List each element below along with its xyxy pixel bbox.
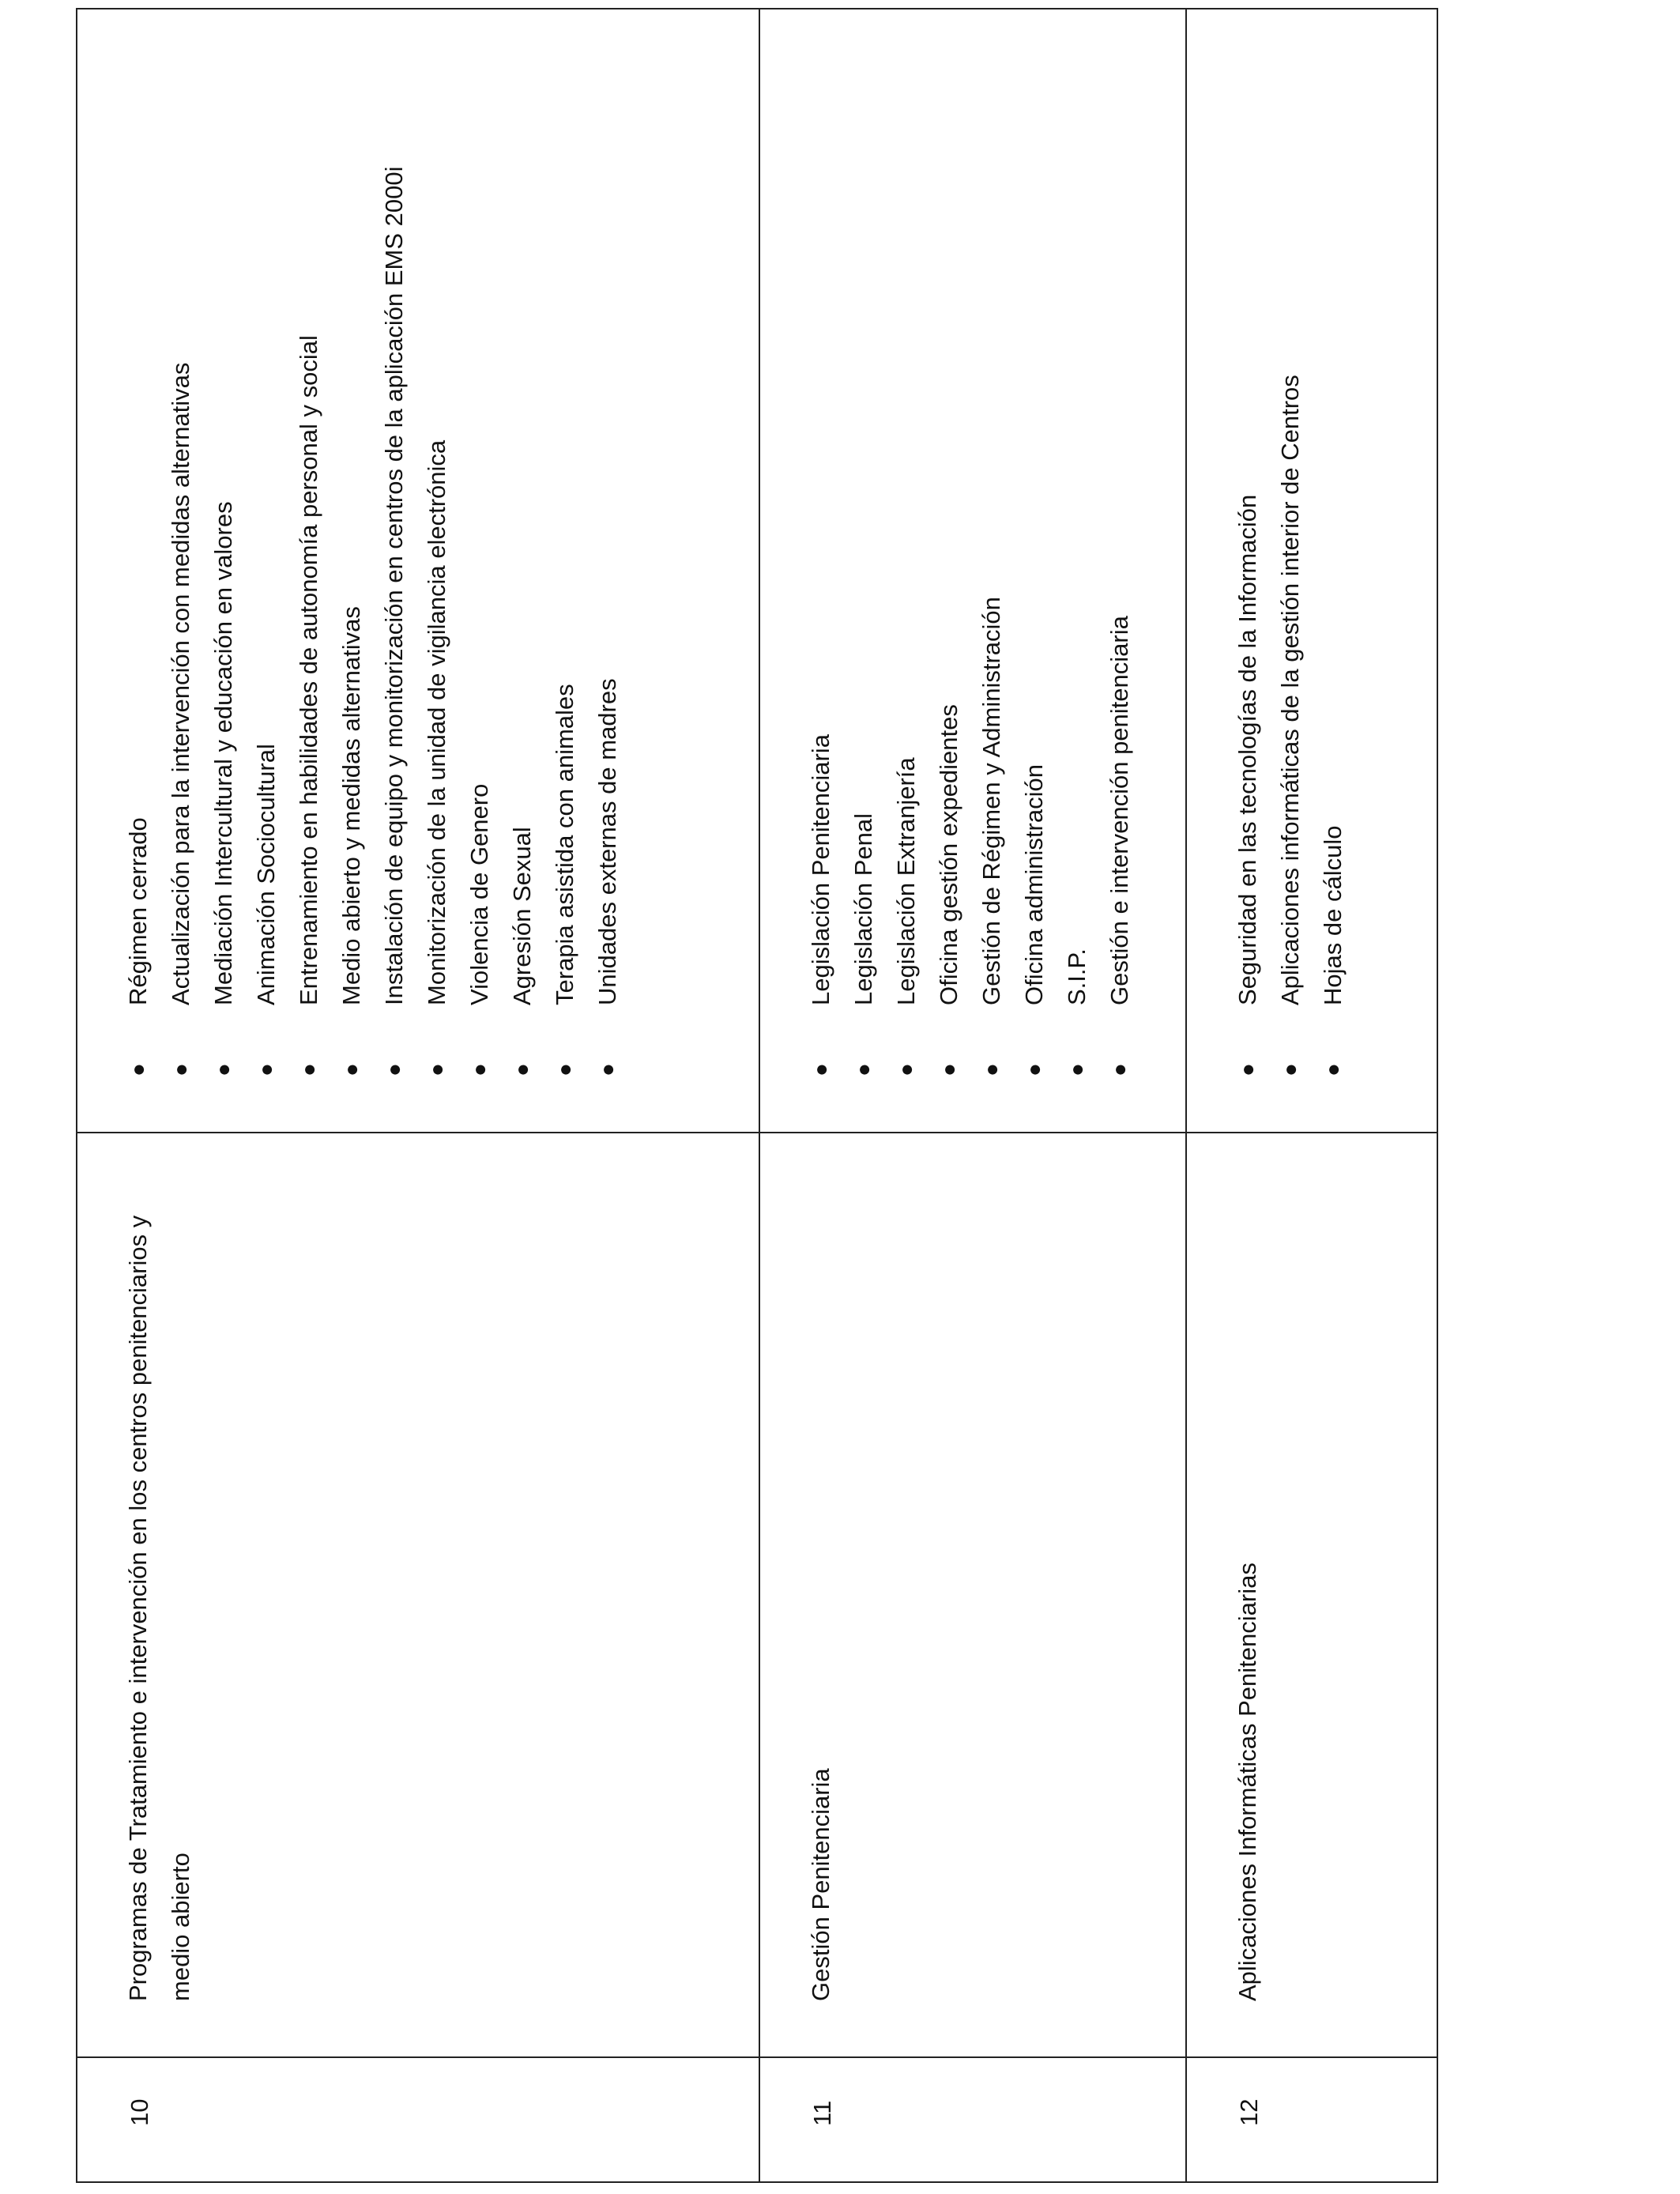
bullet-icon: ● — [894, 1063, 918, 1076]
list-item — [842, 9, 885, 1084]
topics-cell — [759, 9, 1186, 1133]
bullet-icon: ● — [296, 1063, 321, 1076]
table-row — [759, 9, 1186, 2182]
bullet-icon: ● — [1278, 1063, 1302, 1076]
topic-text: Gestión de Régimen y Administración — [977, 597, 1005, 1005]
bullet-icon: ● — [254, 1063, 278, 1076]
list-item — [160, 9, 202, 1084]
topic-text: Legislación Penal — [849, 812, 877, 1005]
topic-text: Medio abierto y medidas alternativas — [337, 606, 365, 1005]
row-number: 10 — [77, 2057, 759, 2182]
topic-text: Legislación Extranjería — [892, 757, 920, 1005]
row-number: 11 — [759, 2057, 1186, 2182]
list-item — [373, 9, 416, 1084]
topic-text: Oficina administración — [1020, 764, 1048, 1005]
list-item — [970, 9, 1013, 1084]
list-item — [1269, 9, 1312, 1084]
list-item — [928, 9, 970, 1084]
bullet-icon: ● — [1107, 1063, 1132, 1076]
list-item — [501, 9, 544, 1084]
course-title: Gestión Penitenciaria — [807, 1768, 834, 2001]
bullet-icon: ● — [126, 1063, 150, 1076]
topic-text: Agresión Sexual — [508, 827, 536, 1005]
courses-table — [76, 8, 1438, 2183]
bullet-icon: ● — [595, 1063, 620, 1076]
list-item — [1312, 9, 1354, 1084]
list-item — [288, 9, 330, 1084]
topics-list — [800, 9, 1141, 1084]
bullet-icon: ● — [339, 1063, 363, 1076]
table-row — [77, 9, 759, 2182]
topic-text: Hojas de cálculo — [1319, 825, 1347, 1005]
bullet-icon: ● — [211, 1063, 235, 1076]
list-item — [885, 9, 928, 1084]
topic-text: Actualización para la intervención con medidas alternativas — [167, 362, 194, 1005]
list-item — [245, 9, 288, 1084]
topic-text: Gestión e intervención penitenciaria — [1106, 616, 1133, 1005]
topic-text: Régimen cerrado — [124, 817, 152, 1005]
topics-cell — [1186, 9, 1437, 1133]
topic-text: Legislación Penitenciaria — [807, 734, 834, 1005]
topic-text: Entrenamiento en habilidades de autonomía personal y social — [295, 335, 322, 1005]
bullet-icon: ● — [510, 1063, 534, 1076]
list-item — [1098, 9, 1141, 1084]
topics-list — [117, 9, 629, 1084]
topic-text: Seguridad en las tecnologías de la Información — [1234, 494, 1261, 1005]
topic-text: Violencia de Genero — [465, 783, 493, 1005]
topic-text: Instalación de equipo y monitorización en centros de la aplicación EMS 2000i — [380, 166, 408, 1005]
course-title-cell — [77, 1133, 759, 2057]
bullet-icon: ● — [851, 1063, 876, 1076]
bullet-icon: ● — [1022, 1063, 1046, 1076]
topic-text: Monitorización de la unidad de vigilancia electrónica — [423, 439, 450, 1005]
bullet-icon: ● — [936, 1063, 961, 1076]
topic-text: S.I.P. — [1063, 948, 1090, 1005]
list-item — [800, 9, 842, 1084]
topic-text: Aplicaciones informáticas de la gestión interior de Centros — [1276, 375, 1304, 1005]
course-title-cell — [1186, 1133, 1437, 2057]
topic-text: Oficina gestión expedientes — [935, 704, 962, 1005]
list-item — [1056, 9, 1098, 1084]
table-row — [1186, 9, 1437, 2182]
list-item — [458, 9, 501, 1084]
row-number: 12 — [1186, 2057, 1437, 2182]
list-item — [1013, 9, 1056, 1084]
topic-text: Animación Sociocultural — [252, 744, 280, 1005]
list-item — [416, 9, 458, 1084]
list-item — [202, 9, 245, 1084]
bullet-icon: ● — [552, 1063, 577, 1076]
bullet-icon: ● — [1320, 1063, 1345, 1076]
bullet-icon: ● — [424, 1063, 449, 1076]
list-item — [330, 9, 373, 1084]
bullet-icon: ● — [382, 1063, 406, 1076]
topics-list — [1226, 9, 1354, 1084]
list-item — [117, 9, 160, 1084]
bullet-icon: ● — [467, 1063, 492, 1076]
bullet-icon: ● — [1235, 1063, 1260, 1076]
list-item — [544, 9, 586, 1084]
bullet-icon: ● — [808, 1063, 833, 1076]
list-item — [586, 9, 629, 1084]
topic-text: Mediación Intercultural y educación en valores — [209, 501, 237, 1005]
topics-cell — [77, 9, 759, 1133]
topic-text: Unidades externas de madres — [593, 678, 621, 1005]
topic-text: Terapia asistida con animales — [551, 684, 578, 1005]
course-title-cell — [759, 1133, 1186, 2057]
course-title: Programas de Tratamiento e intervención en los centros penitenciarios y medio abierto — [124, 1215, 194, 2001]
bullet-icon: ● — [168, 1063, 193, 1076]
list-item — [1226, 9, 1269, 1084]
course-title: Aplicaciones Informáticas Penitenciarias — [1234, 1563, 1261, 2001]
bullet-icon: ● — [979, 1063, 1004, 1076]
bullet-icon: ● — [1064, 1063, 1089, 1076]
